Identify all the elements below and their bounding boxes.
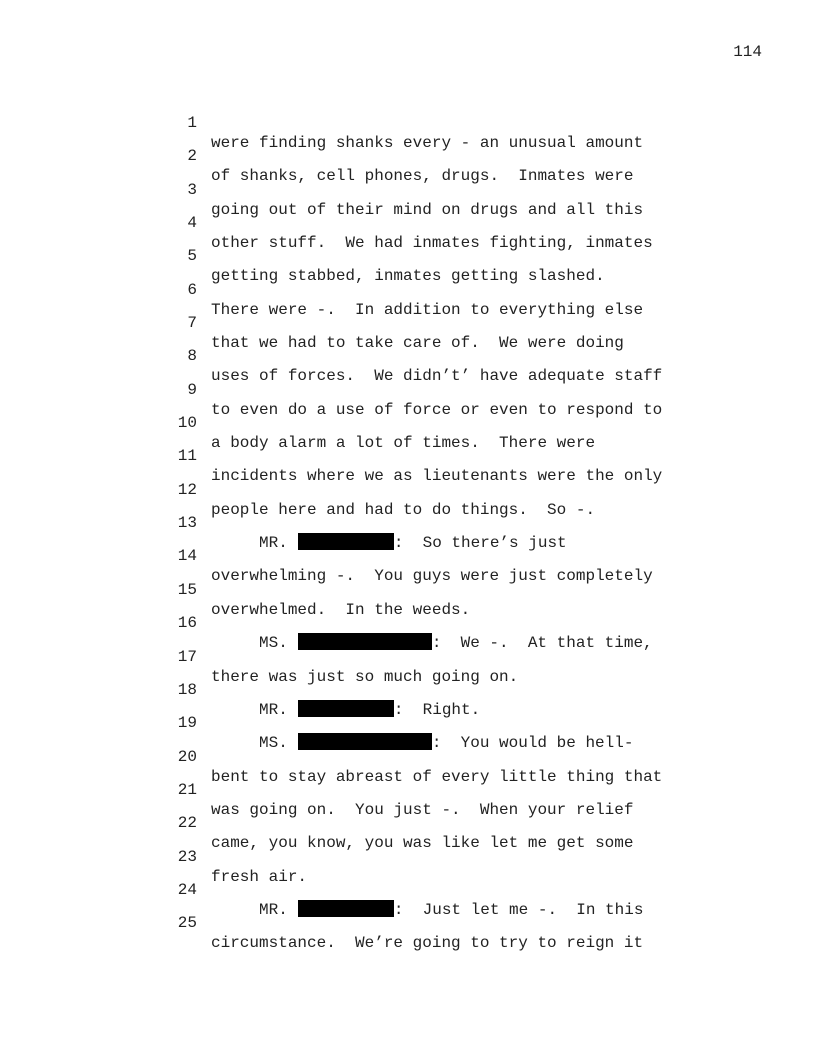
line-number: 20 xyxy=(177,747,197,766)
line-text: There were -. In addition to everything else xyxy=(211,300,644,319)
transcript-line xyxy=(170,393,690,453)
transcript-line xyxy=(170,226,690,286)
line-number: 1 xyxy=(187,114,197,132)
line-text: overwhelming -. You guys were just completely xyxy=(211,567,653,586)
line-number: 21 xyxy=(177,780,197,799)
page-number: 114 xyxy=(733,43,762,61)
line-text: : Just let me -. In this xyxy=(393,900,644,919)
transcript-line xyxy=(170,593,690,653)
transcript-line xyxy=(170,360,690,419)
line-number: 22 xyxy=(177,814,197,833)
transcript-line xyxy=(170,160,690,219)
line-text: a body alarm a lot of times. There were xyxy=(211,434,596,453)
line-text: : So there’s just xyxy=(393,534,567,553)
line-text: was going on. You just -. When your relief xyxy=(211,800,634,819)
line-number: 11 xyxy=(177,447,197,466)
line-text: there was just so much going on. xyxy=(211,667,519,686)
transcript-line xyxy=(170,460,690,519)
line-text: were finding shanks every - an unusual amount xyxy=(211,134,644,152)
transcript-line xyxy=(170,126,690,186)
speaker-title: MS. xyxy=(259,634,288,653)
line-text: of shanks, cell phones, drugs. Inmates were xyxy=(211,167,634,186)
transcript-line xyxy=(170,293,690,353)
line-number: 4 xyxy=(187,214,197,233)
transcript-line xyxy=(170,793,690,853)
speaker-title: MR. xyxy=(259,700,288,719)
line-text: overwhelmed. In the weeds. xyxy=(211,600,471,619)
line-number: 5 xyxy=(187,247,197,266)
transcript-line xyxy=(170,493,690,553)
line-number: 2 xyxy=(187,147,197,166)
speaker-title: MS. xyxy=(259,734,288,753)
line-number: 7 xyxy=(187,314,197,333)
transcript-line xyxy=(170,560,690,619)
speaker-title: MR. xyxy=(259,900,288,919)
line-text: bent to stay abreast of every little thing that xyxy=(211,767,663,786)
line-text: fresh air. xyxy=(211,867,308,886)
transcript-line xyxy=(170,326,690,386)
line-number: 17 xyxy=(177,647,197,666)
transcript-line xyxy=(170,893,690,953)
line-text: : You would be hell- xyxy=(431,734,634,753)
line-number: 23 xyxy=(177,847,197,866)
line-number: 25 xyxy=(177,914,197,933)
line-number: 14 xyxy=(177,547,197,566)
line-text: circumstance. We’re going to try to reign it xyxy=(211,934,644,953)
line-number: 15 xyxy=(177,580,197,599)
transcript-body xyxy=(170,93,690,953)
transcript-line xyxy=(170,627,690,686)
line-text: uses of forces. We didn’t’ have adequate staff xyxy=(211,367,663,386)
line-text: : Right. xyxy=(393,700,481,719)
line-number: 10 xyxy=(177,414,197,433)
line-text: other stuff. We had inmates fighting, inmates xyxy=(211,234,653,253)
line-number: 19 xyxy=(177,714,197,733)
line-number: 13 xyxy=(177,514,197,533)
line-text: getting stabbed, inmates getting slashed. xyxy=(211,267,605,286)
transcript-line xyxy=(170,526,690,586)
line-text: came, you know, you was like let me get some xyxy=(211,834,634,853)
transcript-line xyxy=(170,193,690,253)
transcript-line xyxy=(170,93,690,152)
transcript-line xyxy=(170,727,690,786)
transcript-line xyxy=(170,760,690,819)
transcript-line xyxy=(170,827,690,886)
line-number: 12 xyxy=(177,480,197,499)
transcript-line xyxy=(170,693,690,753)
line-number: 6 xyxy=(187,280,197,299)
line-text: : We -. At that time, xyxy=(431,634,653,653)
line-number: 18 xyxy=(177,680,197,699)
line-text: that we had to take care of. We were doing xyxy=(211,334,624,353)
line-text: incidents where we as lieutenants were the only xyxy=(211,467,663,486)
line-number: 16 xyxy=(177,614,197,633)
line-text: people here and had to do things. So -. xyxy=(211,500,596,519)
speaker-title: MR. xyxy=(259,534,288,553)
line-text: going out of their mind on drugs and all this xyxy=(211,200,644,219)
transcript-line xyxy=(170,660,690,719)
line-text: to even do a use of force or even to respond to xyxy=(211,400,663,419)
transcript-line xyxy=(170,426,690,486)
line-number: 24 xyxy=(177,880,197,899)
transcript-line xyxy=(170,860,690,919)
line-number: 9 xyxy=(187,380,197,399)
line-number: 8 xyxy=(187,347,197,366)
line-number: 3 xyxy=(187,180,197,199)
transcript-line xyxy=(170,260,690,319)
